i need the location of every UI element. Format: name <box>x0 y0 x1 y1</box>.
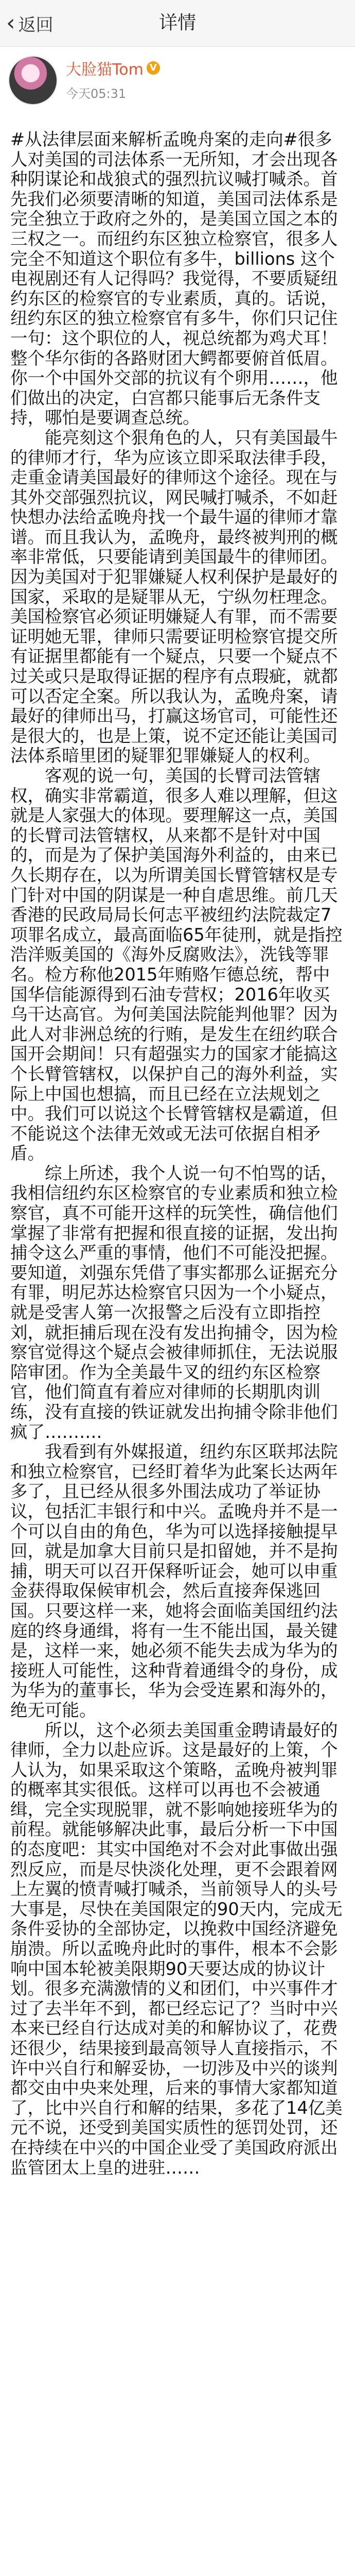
verified-badge-icon: V <box>147 61 160 75</box>
post-paragraph: #从法律层面来解析孟晚舟案的走向#很多人对美国的司法体系一无所知，才会出现各种阴谋论和战狼式的强烈抗议喊打喊杀。首先我们必须要清晰的知道，美国司法体系是完全独立于政府之外的，是美国立国之本的三权之一。而纽约东区独立检察官，很多人完全不知道这个职位有多牛，billions 这个电视剧还有人记得吗？我觉得，不要质疑纽约东区的检察官的专业素质，真的。话说，纽约东区的独立检察官有多牛，你们只记住一句：这个职位的人，视总统都为鸡犬耳！整个华尔街的各路财团大鳄都要俯首低眉。你一个中国外交部的抗议有个卵用……，他们做出的决定，白宫都只能事后无条件支持，哪怕是要调查总统。 <box>10 129 338 428</box>
chevron-left-icon: ‹ <box>6 10 15 36</box>
post-paragraph: 能亮刻这个狠角色的人，只有美国最牛的律师才行，华为应该立即采取法律手段，走重金请美国最好的律师这个途径。现在与其外交部强烈抗议，网民喊打喊杀，不如赶快想办法给孟晚舟找一个最牛逼的律师才靠谱。而且我认为，孟晚舟，最终被判刑的概率非常低，只要能请到美国最牛的律师团。因为美国对于犯罪嫌疑人权利保护是最好的国家，采取的是疑罪从无，宁纵勿枉理念。美国检察官必须证明嫌疑人有罪，而不需要证明她无罪，律师只需要证明检察官提交所有证据里都能有一个疑点，只要一个疑点不过关或只是取得证据的程序有点瑕疵，就都可以否定全案。所以我认为，孟晚舟案，请最好的律师出马，打赢这场官司，可能性还是很大的，也是上策，说不定还能让美国司法体系暗里团的疑罪犯罪嫌疑人的权利。 <box>10 427 338 766</box>
post-paragraph: 所以，这个必须去美国重金聘请最好的律师，全力以赴应诉。这是最好的上策，个人认为，如果采取这个策略，孟晚舟被判罪的概率其实很低。这样可以再也不会被通缉，完全实现脱罪，就不影响她接班华为的前程。就能够解决此事，最后分析一下中国的态度吧：其实中国绝对不会对此事做出强烈反应，而是尽快淡化处理，更不会跟着网上左翼的愤青喊打喊杀，当前领导人的头号大事是，尽快在美国限定的90天内，完成无条件妥协的全部协定，以挽救中国经济避免崩溃。所以孟晚舟此时的事件，根本不会影响中国本轮被美限期90天要达成的协议计划。很多充满激情的义和团们，中兴事件才过了去半年不到，都已经忘记了？当时中兴本来已经自行达成对美的和解协议了，花费还很少，结果接到最高领导人直接指示，不许中兴自行和解妥协，一切涉及中兴的谈判都交由中央来处理，后来的事情大家都知道了，比中兴自行和解的结果，多花了14亿美元不说，还受到美国实质性的惩罚处罚，还在持续在中兴的中国企业受了美国政府派出监管团太上皇的进驻…… <box>10 1720 343 2178</box>
back-label: 返回 <box>18 14 54 36</box>
author-name[interactable]: 大脸猫Tom <box>66 61 144 79</box>
post-paragraph: 我看到有外媒报道，纽约东区联邦法院和独立检察官，已经盯着华为此案长达两年多了，且已经从很多外围法成功了举证协议，包括汇丰银行和中兴。孟晚舟并不是一个可以自由的角色，华为可以选择接触提早回，就是加拿大目前只是扣留她，并不是拘捕，明天可以召开保释听证会，她可以申重金获得取保候审机会，然后直接奔保逃回国。只要这样一来，她将会面临美国纽约法庭的终身通缉，将有一生不能出国，最关键是，这样一来，她必须不能失去成为华为的接班人可能性，这种背着通缉令的身份，成为华为的董事长，华为会受连累和海外的，绝无可能。 <box>10 1442 338 1720</box>
post-paragraph: 综上所述，我个人说一句不怕骂的话，我相信纽约东区检察官的专业素质和独立检察官，真不可能开这样的玩笑性，确信他们掌握了非常有把握和很直接的证据，发出拘捕令这么严重的事情，他们不可能没把握。要知道，刘强东凭借了事实都那么证据充分有罪，明尼苏达检察官只因为一个小疑点，就是受害人第一次报警之后没有立即指控刘，就拒捕后现在没有发出拘捕令，因为检察官觉得这个疑点会被律师抓住，无法说服陪审团。作为全美最牛叉的纽约东区检察官，他们简直有着应对律师的长期肌肉训练，没有直接的铁证就发出拘捕令除非他们疯了………. <box>10 1163 338 1442</box>
author-name-row[interactable] <box>66 57 160 79</box>
post-time: 今天05:31 <box>66 87 127 101</box>
page-title: 详情 <box>158 12 196 33</box>
author-header <box>9 47 344 120</box>
avatar[interactable] <box>9 57 57 104</box>
post-paragraph: 客观的说一句，美国的长臂司法管辖权，确实非常霸道，很多人难以理解，但这就是人家强大的体现。要理解这一点，美国的长臂司法管辖权，从来都不是针对中国的，而是为了保护美国海外利益的，由来已久长期存在，以为所谓美国长臂管辖权是专门针对中国的阴谋是一种自虐思维。前几天香港的民政局局长何志平被纽约法院裁定7项罪名成立，最高面临65年徒刑，就是指控浩洋贩美国的《海外反腐败法》，洗钱等罪名。检方称他2015年贿赂乍德总统，帮中国华信能源得到石油专营权；2016年收买乌干达高官。为何美国法院能判他罪？因为此人对非洲总统的行贿，是发生在纽约联合国开会期间！只有超强实力的国家才能搞这个长臂管辖权，以保护自己的海外利益，实际上中国也想搞，而且已经在立法规划之中。我们可以说这个长臂管辖权是霸道，但不能说这个法律无效或无法可依据自相矛盾。 <box>10 766 343 1164</box>
top-nav-bar <box>0 0 355 47</box>
post-content <box>10 130 345 2178</box>
